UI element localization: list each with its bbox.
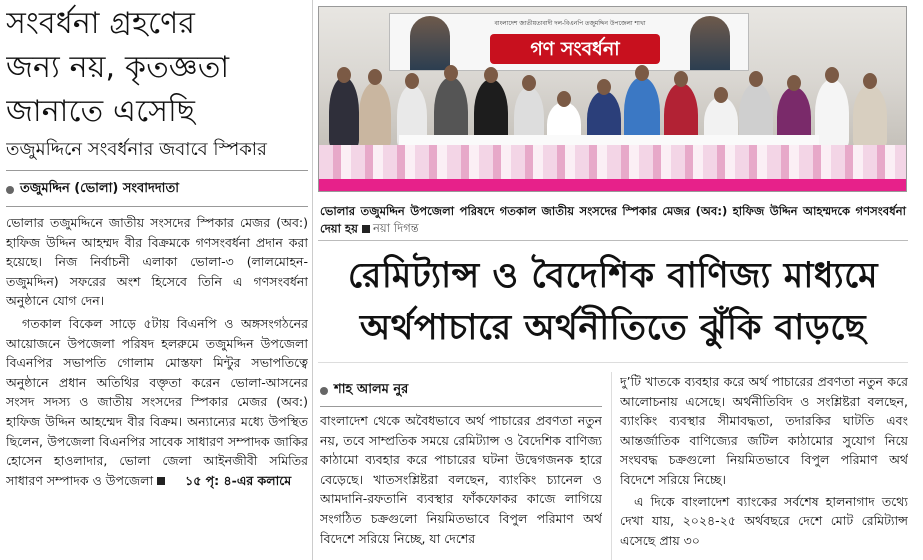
- banner-top-text: বাংলাদেশ জাতীয়তাবাদী দল-বিএনপি তজুমদ্দিন উপজেলা শাখা: [494, 20, 646, 27]
- continuation-note: [157, 471, 291, 491]
- left-article-paragraph-2: [6, 314, 308, 491]
- photo-caption: [320, 203, 906, 238]
- headline-line-2: জন্য নয়, কৃতজ্ঞতা: [6, 50, 230, 85]
- crowd-head: [787, 75, 801, 91]
- divider: [318, 240, 908, 241]
- main-article-column-1: [320, 404, 602, 560]
- event-photo: [318, 6, 907, 192]
- crowd-head: [444, 65, 458, 81]
- banner-portrait-left: [410, 16, 450, 70]
- banner-portrait-right: [690, 16, 730, 70]
- crowd-head: [674, 71, 688, 87]
- crowd-head: [825, 67, 839, 83]
- left-article: [6, 2, 308, 558]
- crowd-head: [635, 65, 649, 81]
- main-article-paragraph-3: এ দিকে বাংলাদেশ ব্যাংকের সর্বশেষ হালনাগাদ তথ্যে দেখা যায়, ২০২৪-২৫ অর্থবছরে দেশে মোট রেমিট্যান্স এসেছে প্রায় ৩০: [620, 493, 908, 548]
- bullet-icon: [6, 186, 14, 194]
- main-headline-line-2: অর্থপাচারে অর্থনীতিতে ঝুঁকি বাড়ছে: [359, 308, 867, 348]
- source-text: নয়া দিগন্ত: [373, 221, 419, 235]
- headline-line-1: সংবর্ধনা গ্রহণের: [6, 6, 196, 41]
- crowd-head: [522, 75, 536, 91]
- main-article-author: [320, 380, 408, 401]
- left-article-subhead: তজুমদ্দিনে সংবর্ধনার জবাবে স্পিকার: [6, 139, 267, 160]
- continuation-text: ১৫ পৃ: ৪-এর কলামে: [185, 472, 292, 488]
- crowd-person: [329, 77, 359, 147]
- divider: [6, 170, 308, 171]
- column-divider: [312, 0, 313, 560]
- banner-main-text: গণ সংবর্ধনা: [490, 34, 660, 64]
- author-text: শাহ আলম নুর: [334, 382, 409, 397]
- main-article-paragraph-1: বাংলাদেশ থেকে অবৈধভাবে অর্থ পাচারের প্রবণতা নতুন নয়, তবে সাম্প্রতিক সময়ে রেমিট্যান্স ও বৈদেশিক বাণিজ্য কাঠামো ব্যবহার করে পাচারের ঘটনা উদ্বেগজনক হারে বেড়েছে। খাতসংশ্লিষ্টরা বলছেন, ব্যাংকিং চ্যানেল ও আমদানি-রফতানি ব্যবস্থার ফাঁকফোকর কাজে লাগিয়ে সংগঠিত চক্রগুলো নিয়মিতভাবে বিপুল পরিমাণ অর্থ বিদেশে সরিয়ে নিচ্ছে, যা দেশের: [320, 413, 602, 546]
- crowd-head: [714, 87, 728, 103]
- divider: [318, 362, 908, 363]
- byline-text: তজুমদ্দিন (ভোলা) সংবাদদাতা: [20, 181, 179, 196]
- bullet-icon: [320, 387, 328, 395]
- main-article-column-2: [620, 372, 908, 560]
- crowd-head: [405, 73, 419, 89]
- paragraph-2-text: গতকাল বিকেল সাড়ে ৫টায় বিএনপি ও অঙ্গসংগঠনের আয়োজনে উপজেলা পরিষদ হলরুমে তজুমদ্দিন উপজেলা বিএনপির সভাপতি গোলাম মোস্তফা মিন্টুর সভাপতিত্বে অনুষ্ঠানে প্রধান অতিথির বক্তৃতা করেন ভোলা-আসনের সংসদ সদস্য ও জাতীয় সংসদের স্পিকার মেজর (অব:) হাফিজ উদ্দিন আহম্মেদ বীর বিক্রম। অন্যান্যের মধ্যে উপস্থিত ছিলেন, উপজেলা বিএনপির সাবেক সাধারণ সম্পাদক জাকির হোসেন হাওলাদার, ভোলা জেলা আইনজীবী সমিতির সাধারণ সম্পাদক ও উপজেলা: [6, 315, 308, 488]
- crowd-person: [815, 79, 849, 147]
- crowd-head: [597, 79, 611, 95]
- main-headline-line-1: রেমিট্যান্স ও বৈদেশিক বাণিজ্য মাধ্যমে: [347, 256, 879, 296]
- crowd-head: [368, 69, 382, 85]
- crowd-head: [484, 67, 498, 83]
- left-article-headline: [6, 2, 308, 134]
- main-headline: [318, 250, 908, 354]
- stage-skirt: [319, 179, 907, 192]
- square-icon: [157, 477, 165, 485]
- divider: [320, 406, 602, 407]
- crowd-head: [337, 67, 351, 83]
- crowd-person: [359, 82, 391, 147]
- headline-line-3: জানাতে এসেছি: [6, 94, 196, 129]
- left-article-paragraph-1: ভোলার তজুমদ্দিনে জাতীয় সংসদের স্পিকার মেজর (অব:) হাফিজ উদ্দিন আহম্মদ বীর বিক্রমকে গণসংবর্ধনা প্রদান করা হয়েছে। নিজ নির্বাচনী এলাকা ভোলা-৩ (লালমোহন-তজুমদ্দিন) সফরের অংশ হিসেবে তিনি এ গণসংবর্ধনা অনুষ্ঠানে যোগ দেন।: [6, 215, 308, 309]
- square-icon: [362, 225, 370, 233]
- caption-text: ভোলার তজুমদ্দিন উপজেলা পরিষদে গতকাল জাতীয় সংসদের স্পিকার মেজর (অব:) হাফিজ উদ্দিন আহম্মদকে গণসংবর্ধনা দেয়া হয়: [320, 204, 906, 236]
- main-article-paragraph-2: দু’টি খাতকে ব্যবহার করে অর্থ পাচারের প্রবণতা নতুন করে আলোচনায় এসেছে। অর্থনীতিবিদ ও সংশ্লিষ্টরা বলছেন, ব্যাংকিং ব্যবস্থার সীমাবদ্ধতা, তদারকির ঘাটতি এবং আন্তর্জাতিক বাণিজ্যের জটিল কাঠামোর সুযোগ নিয়ে সংঘবদ্ধ চক্রগুলো নিয়মিতভাবে বিপুল পরিমাণ অর্থ বিদেশে সরিয়ে নিচ্ছে।: [620, 374, 908, 487]
- crowd-person: [853, 85, 887, 147]
- crowd-head: [863, 73, 877, 89]
- left-article-byline: [6, 179, 308, 200]
- crowd-head: [749, 71, 763, 87]
- photo-source: [362, 220, 419, 237]
- crowd-head: [557, 91, 571, 107]
- column-divider: [611, 372, 612, 560]
- divider: [6, 206, 308, 207]
- event-banner: [389, 13, 749, 71]
